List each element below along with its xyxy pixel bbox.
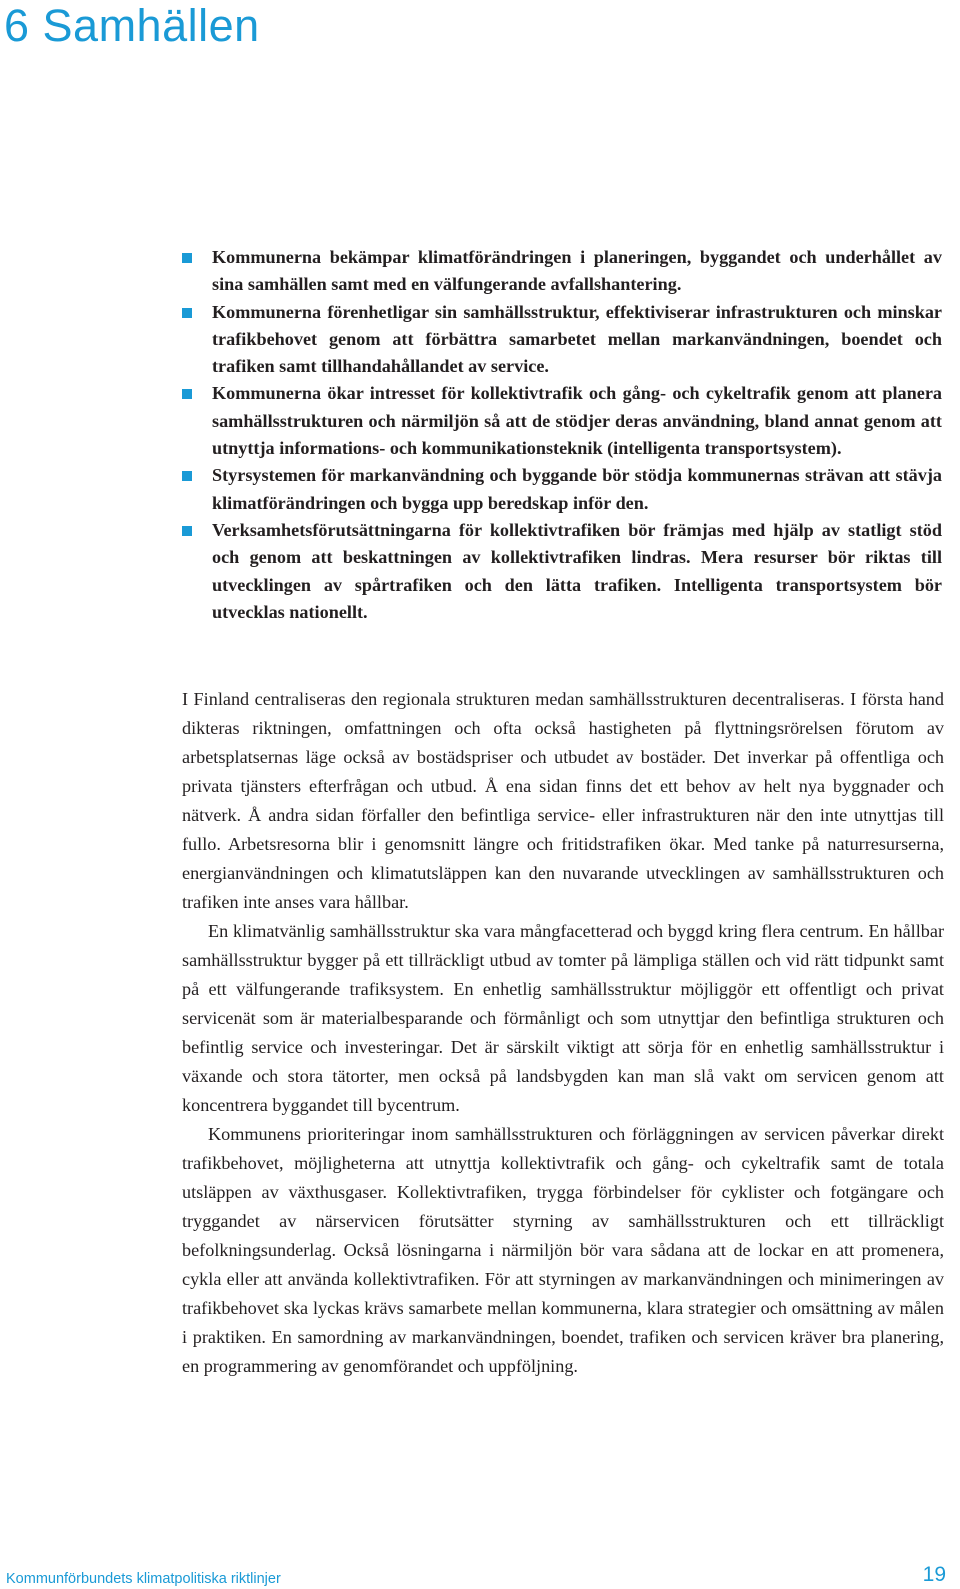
policy-bullet-list [182, 244, 942, 626]
bullet-text: Kommunerna förenhetligar sin samhällsstruktur, effektiviserar infrastrukturen och minskar trafikbehovet genom att förbättra samarbetet mellan markanvändningen, boendet och trafiken samt tillhandahållandet av service. [212, 301, 942, 377]
bullet-item [182, 299, 942, 381]
bullet-square-icon [182, 471, 192, 481]
body-text [182, 685, 944, 1381]
body-paragraph: I Finland centraliseras den regionala strukturen medan samhällsstrukturen decentraliseras. I första hand dikteras riktningen, omfattningen och ofta också hastigheten på flyttningsrörelsen förutom av arbetsplatsernas läge också av bostädspriser och utbudet av bostäder. Det inverkar på offentliga och privata tjänsters efterfrågan och utbud. Å ena sidan finns det ett behov av helt nya byggnader och nätverk. Å andra sidan förfaller den befintliga service- eller infrastrukturen när den inte utnyttjas till fullo. Arbetsresorna blir i genomsnitt längre och fritidstrafiken ökar. Med tanke på naturresurserna, energianvändningen och klimatutsläppen kan den nuvarande utvecklingen av samhällsstrukturen och trafiken inte anses vara hållbar. [182, 689, 944, 912]
body-paragraph: En klimatvänlig samhällsstruktur ska vara mångfacetterad och byggd kring flera centrum. En hållbar samhällsstruktur bygger på ett tillräckligt utbud av tomter på lämpliga ställen och vid rätt tidpunkt samt på ett välfungerande trafiksystem. En enhetlig samhällsstruktur möjliggör ett offentligt och privat servicenät som är materialbesparande och förmånligt och som utnyttjar den befintliga strukturen och befintlig service och investeringar. Det är särskilt viktigt att sörja för en enhetlig samhällsstruktur i växande och stora tätorter, men också på landsbygden kan man slå vakt om servicen genom att koncentrera byggandet till bycentrum. [182, 921, 944, 1115]
bullet-text: Verksamhetsförutsättningarna för kollektivtrafiken bör främjas med hjälp av statligt stöd och genom att beskattningen av kollektivtrafiken lindras. Mera resurser bör riktas till utvecklingen av spårtrafiken och den lätta trafiken. Intelligenta transportsystem bör utvecklas nationellt. [212, 519, 942, 622]
bullet-text: Kommunerna ökar intresset för kollektivtrafik och gång- och cykeltrafik genom att planera samhällsstrukturen och närmiljön så att de stödjer deras användning, bland annat genom att utnyttja informations- och kommunikationsteknik (intelligenta transportsystem). [212, 383, 942, 459]
bullet-item [182, 244, 942, 299]
body-paragraph: Kommunens prioriteringar inom samhällsstrukturen och förläggningen av servicen påverkar direkt trafikbehovet, möjligheterna att utnyttja kollektivtrafik och gång- och cykeltrafik samt de totala utsläppen av växthusgaser. Kollektivtrafiken, trygga förbindelser för cyklister och fotgängare och tryggandet av närservicen förutsätter styrning av samhällsstrukturen och ett tillräckligt befolkningsunderlag. Också lösningarna i närmiljön bör vara sådana att de lockar en att promenera, cykla eller att använda kollektivtrafiken. För att styrningen av markanvändningen och minimeringen av trafikbehovet ska lyckas krävs samarbete mellan kommunerna, klara strategier och omsättning av målen i praktiken. En samordning av markanvändningen, boendet, trafiken och servicen kräver bra planering, en programmering av genomförandet och uppföljning. [182, 1124, 944, 1376]
bullet-text: Kommunerna bekämpar klimatförändringen i planeringen, byggandet och underhållet av sina samhällen samt med en välfungerande avfallshantering. [212, 247, 942, 295]
page-number: 19 [922, 1563, 946, 1586]
bullet-item [182, 462, 942, 517]
bullet-item [182, 517, 942, 626]
footer-publication-title: Kommunförbundets klimatpolitiska riktlinjer [6, 1571, 281, 1587]
bullet-item [182, 380, 942, 462]
bullet-square-icon [182, 526, 192, 536]
bullet-square-icon [182, 253, 192, 263]
bullet-text: Styrsystemen för markanvändning och byggande bör stödja kommunernas strävan att stävja klimatförändringen och bygga upp beredskap inför den. [212, 465, 942, 513]
chapter-title: 6 Samhällen [4, 0, 260, 51]
bullet-square-icon [182, 389, 192, 399]
bullet-square-icon [182, 308, 192, 318]
